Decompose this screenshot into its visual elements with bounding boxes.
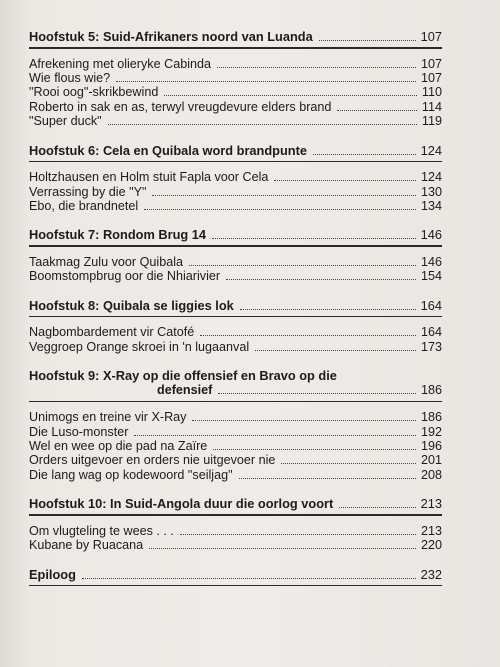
toc-entry [29, 524, 442, 538]
entry-title: Nagbombardement vir Catofé [29, 325, 195, 340]
page-number: 232 [420, 566, 442, 582]
chapter-5 [29, 29, 442, 129]
toc-entry [29, 425, 442, 439]
toc-entry [29, 453, 442, 467]
divider-line [29, 401, 442, 403]
chapter-title: Hoofstuk 6: Cela en Quibala word brandpunte [29, 142, 308, 158]
chapter-title-continued: defensief [157, 383, 213, 398]
table-of-contents [29, 29, 442, 594]
dot-leader [192, 420, 416, 421]
dot-leader [226, 279, 416, 280]
entry-title: Holtzhausen en Holm stuit Fapla voor Cela [29, 170, 269, 185]
entry-title: "Rooi oog"-skrikbewind [29, 85, 159, 100]
dot-leader [217, 67, 416, 68]
toc-entry [29, 325, 442, 339]
dot-leader [134, 435, 416, 436]
chapter-heading [29, 143, 442, 158]
page-number: 107 [420, 29, 442, 44]
chapter-heading [29, 29, 442, 44]
page-number: 173 [420, 339, 442, 354]
dot-leader [149, 548, 416, 549]
page-number: 208 [420, 467, 442, 482]
chapter-title: Hoofstuk 9: X-Ray op die offensief en Bravo op die [29, 368, 337, 384]
divider-line [29, 514, 442, 516]
entry-title: Die Luso-monster [29, 424, 129, 439]
page-number: 213 [420, 523, 442, 538]
page-number: 114 [421, 99, 442, 114]
chapter-title: Hoofstuk 10: In Suid-Angola duur die oorlog voort [29, 496, 334, 512]
entry-title: Afrekening met olieryke Cabinda [29, 56, 212, 71]
chapter-heading [29, 567, 442, 582]
chapter-10 [29, 496, 442, 552]
divider-line [29, 245, 442, 247]
dot-leader [281, 463, 416, 464]
epilogue [29, 567, 442, 587]
toc-entry [29, 340, 442, 354]
dot-leader [240, 309, 416, 310]
chapter-7 [29, 227, 442, 283]
entry-title: Kubane by Ruacana [29, 538, 144, 553]
divider-line [29, 585, 442, 587]
dot-leader [313, 154, 416, 155]
dot-leader [239, 478, 416, 479]
dot-leader [180, 534, 416, 535]
entry-title: Ebo, die brandnetel [29, 199, 139, 214]
page-number: 164 [420, 297, 442, 313]
chapter-title: Epiloog [29, 566, 76, 582]
entry-title: Veggroep Orange skroei in 'n lugaanval [29, 339, 250, 354]
page-number: 201 [420, 453, 442, 468]
divider-line [29, 316, 442, 318]
entry-title: Taakmag Zulu voor Quibala [29, 255, 184, 270]
page-number: 164 [420, 325, 442, 340]
page-number: 220 [420, 538, 442, 553]
divider-line [29, 47, 442, 49]
page-number: 154 [420, 269, 442, 284]
dot-leader [212, 238, 416, 239]
chapter-heading [29, 496, 442, 511]
page-number: 146 [420, 255, 442, 270]
chapter-6 [29, 143, 442, 214]
chapter-title: Hoofstuk 5: Suid-Afrikaners noord van Luanda [29, 29, 313, 44]
dot-leader [213, 449, 416, 450]
dot-leader [116, 81, 416, 82]
chapter-heading [29, 368, 442, 397]
dot-leader [152, 195, 416, 196]
divider-line [29, 161, 442, 163]
entry-title: Wel en wee op die pad na Zaïre [29, 439, 208, 454]
chapter-title: Hoofstuk 8: Quibala se liggies lok [29, 297, 234, 313]
page-number: 119 [421, 114, 442, 129]
dot-leader [82, 578, 416, 579]
dot-leader [108, 124, 417, 125]
dot-leader [144, 209, 416, 210]
page-number: 124 [420, 142, 442, 158]
page-number: 213 [420, 496, 442, 512]
toc-entry [29, 410, 442, 424]
toc-entry [29, 57, 442, 71]
toc-entry [29, 185, 442, 199]
toc-entry [29, 100, 442, 114]
toc-entry [29, 114, 442, 128]
chapter-heading [29, 298, 442, 313]
page-number: 186 [420, 383, 442, 398]
toc-entry [29, 538, 442, 552]
page-number: 107 [420, 56, 442, 71]
entry-title: "Super duck" [29, 114, 102, 129]
toc-entry [29, 269, 442, 283]
dot-leader [200, 335, 416, 336]
dot-leader [189, 265, 416, 266]
page-number: 186 [420, 410, 442, 425]
toc-entry [29, 71, 442, 85]
toc-entry [29, 199, 442, 213]
chapter-8 [29, 298, 442, 354]
dot-leader [218, 393, 416, 394]
page-number: 130 [420, 184, 442, 199]
page-number: 192 [420, 424, 442, 439]
entry-title: Orders uitgevoer en orders nie uitgevoer nie [29, 453, 276, 468]
page-number: 124 [420, 170, 442, 185]
dot-leader [274, 180, 416, 181]
toc-entry [29, 170, 442, 184]
entry-title: Unimogs en treine vir X-Ray [29, 410, 187, 425]
toc-entry [29, 85, 442, 99]
toc-entry [29, 255, 442, 269]
dot-leader [339, 507, 415, 508]
page-number: 107 [420, 71, 442, 85]
dot-leader [255, 350, 416, 351]
entry-title: Boomstompbrug oor die Nhiarivier [29, 269, 221, 284]
dot-leader [337, 110, 417, 111]
entry-title: Om vlugteling te wees . . . [29, 523, 174, 538]
page-number: 196 [420, 439, 442, 454]
entry-title: Die lang wag op kodewoord "seiljag" [29, 467, 233, 482]
chapter-9 [29, 368, 442, 482]
toc-entry [29, 468, 442, 482]
page-number: 146 [420, 227, 442, 243]
entry-title: Wie flous wie? [29, 71, 111, 85]
toc-entry [29, 439, 442, 453]
chapter-heading [29, 227, 442, 242]
entry-title: Verrassing by die "Y" [29, 184, 147, 199]
entry-title: Roberto in sak en as, terwyl vreugdevure elders brand [29, 99, 332, 114]
dot-leader [164, 95, 417, 96]
page-number: 134 [420, 199, 442, 214]
dot-leader [319, 40, 416, 41]
page-number: 110 [421, 85, 442, 100]
chapter-title: Hoofstuk 7: Rondom Brug 14 [29, 227, 207, 243]
